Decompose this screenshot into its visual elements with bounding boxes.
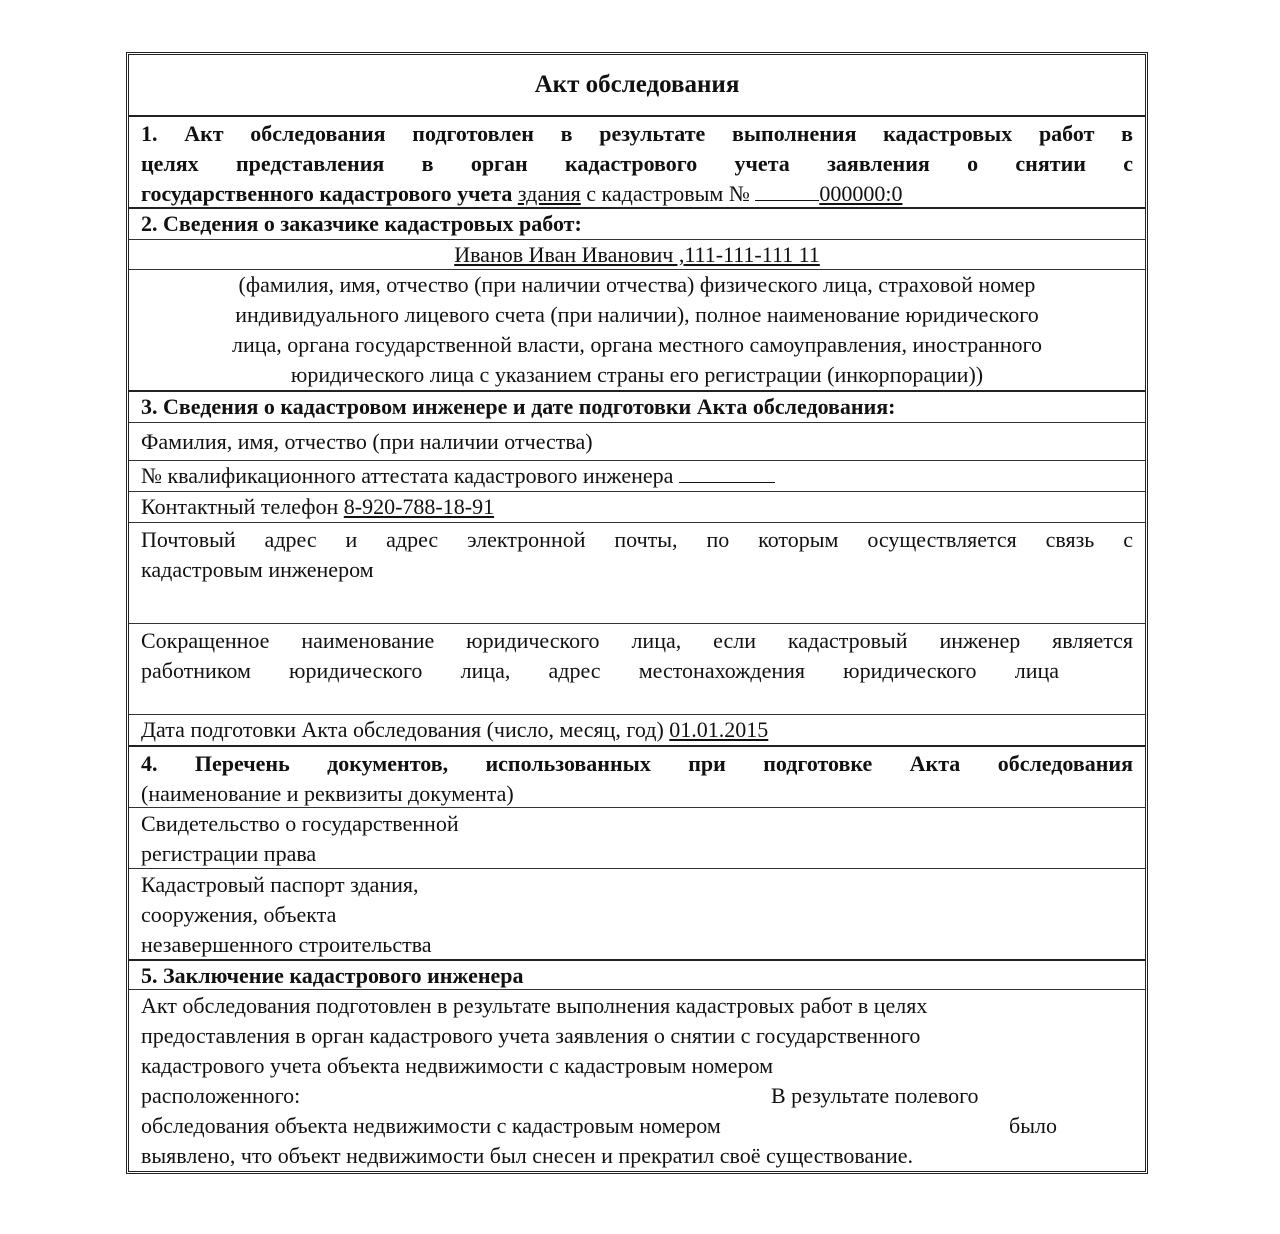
cadastral-number-label: с кадастровым № <box>586 181 750 206</box>
section-4-heading-block <box>129 745 1145 807</box>
cadastral-number: 000000:0 <box>819 181 903 206</box>
conclusion-line-4 <box>141 1081 1133 1111</box>
document-item-line: Свидетельство о государственной <box>141 811 459 836</box>
phone-value: 8-920-788-18-91 <box>343 494 495 519</box>
document-item-line: Кадастровый паспорт здания, <box>141 872 419 897</box>
conclusion-line-1: Акт обследования подготовлен в результате выполнения кадастровых работ в целях <box>141 993 928 1018</box>
document-item-line: сооружения, объекта <box>141 902 337 927</box>
section-1-line-2: целях представления в орган кадастрового учета заявления о снятии с <box>141 151 1133 176</box>
organization-row <box>129 623 1145 714</box>
customer-row <box>129 239 1145 269</box>
postal-line-1: Почтовый адрес и адрес электронной почты, по которым осуществляется связь с <box>141 527 1133 552</box>
customer-note-line: (фамилия, имя, отчество (при наличии отчества) физического лица, страховой номер <box>238 272 1036 297</box>
object-type: здания <box>517 181 581 206</box>
certificate-label: № квалификационного аттестата кадастрового инженера <box>141 463 674 488</box>
customer-name: Иванов Иван Иванович ,111-111-111 11 <box>454 242 820 267</box>
date-value: 01.01.2015 <box>669 717 769 742</box>
date-row <box>129 714 1145 745</box>
section-5-heading: 5. Заключение кадастрового инженера <box>129 959 1145 989</box>
section-1-line-3 <box>141 179 1133 209</box>
conclusion-line-6: выявлено, что объект недвижимости был снесен и прекратил своё существование. <box>141 1143 914 1168</box>
document-item-line: регистрации права <box>141 841 317 866</box>
conclusion-line-3: кадастрового учета объекта недвижимости с кадастровым номером <box>141 1053 774 1078</box>
section-4-heading: 4. Перечень документов, использованных при подготовке Акта обследования <box>141 751 1133 776</box>
document-item-1 <box>129 807 1145 868</box>
number-blank <box>755 200 819 201</box>
section-1-line-1: 1. Акт обследования подготовлен в результате выполнения кадастровых работ в <box>141 121 1133 146</box>
section-1 <box>129 115 1145 207</box>
document-item-2 <box>129 868 1145 959</box>
survey-result-label: В результате полевого <box>771 1083 979 1108</box>
engineer-conclusion <box>129 989 1145 1171</box>
postal-row <box>129 522 1145 623</box>
postal-line-2: кадастровым инженером <box>141 557 374 582</box>
section-4-subheading: (наименование и реквизиты документа) <box>141 781 514 806</box>
section-1-bold-part: государственного кадастрового учета <box>141 181 513 206</box>
customer-note-line: лица, органа государственной власти, органа местного самоуправления, иностранного <box>231 332 1043 357</box>
conclusion-line-2: предоставления в орган кадастрового учета заявления о снятии с государственного <box>141 1023 921 1048</box>
document-item-line: незавершенного строительства <box>141 932 432 957</box>
survey-object-label: обследования объекта недвижимости с кадастровым номером <box>141 1113 721 1138</box>
located-label: расположенного: <box>141 1083 301 1108</box>
engineer-fio: Фамилия, имя, отчество (при наличии отчества) <box>129 422 1145 460</box>
date-label: Дата подготовки Акта обследования (число, месяц, год) <box>141 717 664 742</box>
customer-note <box>129 269 1145 390</box>
survey-act-document <box>126 52 1148 1174</box>
conclusion-line-5 <box>141 1111 1133 1141</box>
section-3-heading: 3. Сведения о кадастровом инженере и дате подготовки Акта обследования: <box>129 390 1145 422</box>
customer-note-line: индивидуального лицевого счета (при наличии), полное наименование юридического <box>235 302 1039 327</box>
phone-row <box>129 491 1145 522</box>
was-label: было <box>1009 1113 1057 1138</box>
document-title: Акт обследования <box>534 71 740 98</box>
certificate-row <box>129 460 1145 491</box>
certificate-blank <box>679 482 775 483</box>
organization-line-2: работником юридического лица, адрес местонахождения юридического лица <box>141 658 1059 683</box>
phone-label: Контактный телефон <box>141 494 339 519</box>
customer-note-line: юридического лица с указанием страны его регистрации (инкорпорации)) <box>290 362 984 387</box>
organization-line-1: Сокращенное наименование юридического лица, если кадастровый инженер является <box>141 628 1133 653</box>
section-2-heading: 2. Сведения о заказчике кадастровых работ: <box>129 207 1145 239</box>
